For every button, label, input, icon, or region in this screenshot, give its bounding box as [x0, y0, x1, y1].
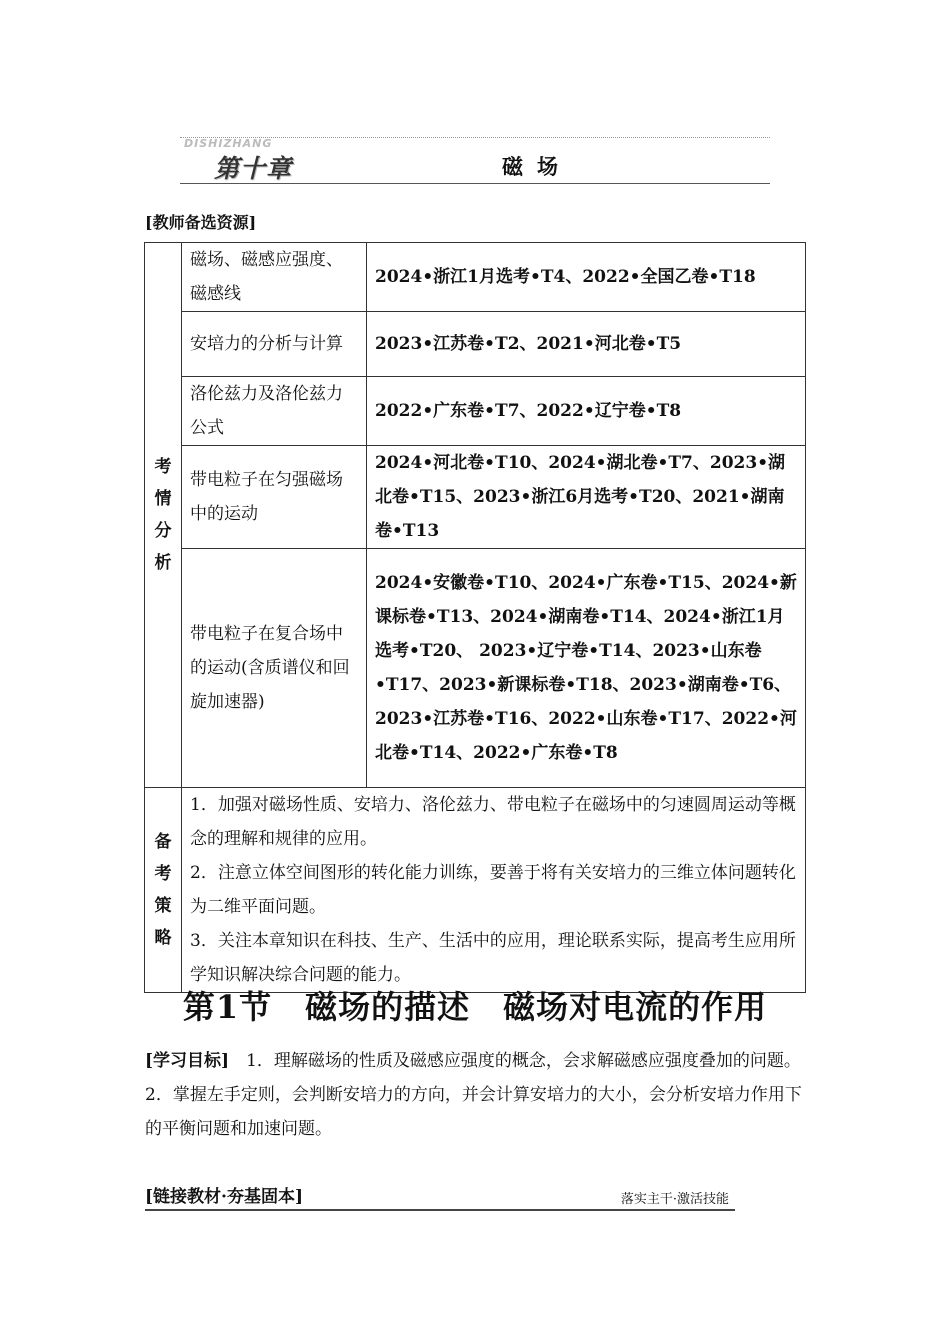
analysis-label-char: 考	[154, 457, 172, 477]
chapter-pinyin: DISHIZHANG	[184, 137, 273, 150]
goal-item	[145, 1044, 807, 1078]
topic-cell: 带电粒子在复合场中的运动(含质谱仪和回旋加速器)	[182, 549, 367, 788]
link-bar-heading: [链接教材·夯基固本]	[145, 1187, 304, 1207]
source-cell: 2024•浙江1月选考•T4、2022•全国乙卷•T18	[367, 243, 806, 312]
strategy-label	[145, 788, 182, 993]
table-row	[145, 312, 806, 377]
strategy-label-char: 备	[154, 832, 172, 852]
table-row	[145, 446, 806, 549]
table-row	[145, 788, 806, 993]
source-cell: 2024•河北卷•T10、2024•湖北卷•T7、2023•湖北卷•T15、2023•浙江6月选考•T20、2021•湖南卷•T13	[367, 446, 806, 549]
source-cell: 2024•安徽卷•T10、2024•广东卷•T15、2024•新课标卷•T13、2024•湖南卷•T14、2024•浙江1月选考•T20、 2023•辽宁卷•T14、2023•山东卷•T17、2023•新课标卷•T18、2023•湖南卷•T6、2023•江苏卷•T16、2022•山东卷•T17、2022•河北卷•T14、2022•广东卷•T8	[367, 549, 806, 788]
teacher-resource-tag: [教师备选资源]	[145, 213, 257, 232]
topic-cell: 磁场、磁感应强度、磁感线	[182, 243, 367, 312]
analysis-label-char: 情	[154, 489, 172, 509]
analysis-label	[145, 243, 182, 788]
exam-analysis-table	[144, 242, 806, 993]
strategy-item: 3．关注本章知识在科技、生产、生活中的应用，理论联系实际，提高考生应用所学知识解决综合问题的能力。	[190, 931, 796, 985]
table-row	[145, 549, 806, 788]
goal-text: 1．理解磁场的性质及磁感应强度的概念，会求解磁感应强度叠加的问题。	[246, 1051, 801, 1071]
table-row	[145, 243, 806, 312]
learning-goals-tag: [学习目标]	[145, 1051, 230, 1071]
strategy-item: 1．加强对磁场性质、安培力、洛伦兹力、带电粒子在磁场中的匀速圆周运动等概念的理解和规律的应用。	[190, 795, 796, 849]
link-bar-rule	[145, 1209, 735, 1211]
topic-cell: 带电粒子在匀强磁场中的运动	[182, 446, 367, 549]
table-row	[145, 377, 806, 446]
strategy-label-char: 策	[154, 896, 172, 916]
chapter-number: 第十章	[214, 154, 293, 183]
chapter-header	[180, 133, 770, 188]
source-cell: 2023•江苏卷•T2、2021•河北卷•T5	[367, 312, 806, 377]
learning-goals	[145, 1044, 807, 1146]
analysis-label-char: 析	[154, 553, 172, 573]
strategy-item: 2．注意立体空间图形的转化能力训练，要善于将有关安培力的三维立体问题转化为二维平面问题。	[190, 863, 796, 917]
topic-cell: 安培力的分析与计算	[182, 312, 367, 377]
strategy-cell	[182, 788, 806, 993]
goal-item: 2．掌握左手定则，会判断安培力的方向，并会计算安培力的大小，会分析安培力作用下的平衡问题和加速问题。	[145, 1085, 802, 1139]
chapter-title: 磁场	[502, 154, 572, 179]
link-bar	[145, 1182, 735, 1212]
strategy-label-char: 考	[154, 864, 172, 884]
source-cell: 2022•广东卷•T7、2022•辽宁卷•T8	[367, 377, 806, 446]
topic-cell: 洛伦兹力及洛伦兹力公式	[182, 377, 367, 446]
analysis-label-char: 分	[154, 521, 172, 541]
strategy-label-char: 略	[154, 928, 172, 948]
header-underline	[180, 183, 770, 184]
link-bar-subheading: 落实主干·激活技能	[620, 1192, 729, 1207]
section-title: 第1节 磁场的描述 磁场对电流的作用	[182, 988, 768, 1026]
